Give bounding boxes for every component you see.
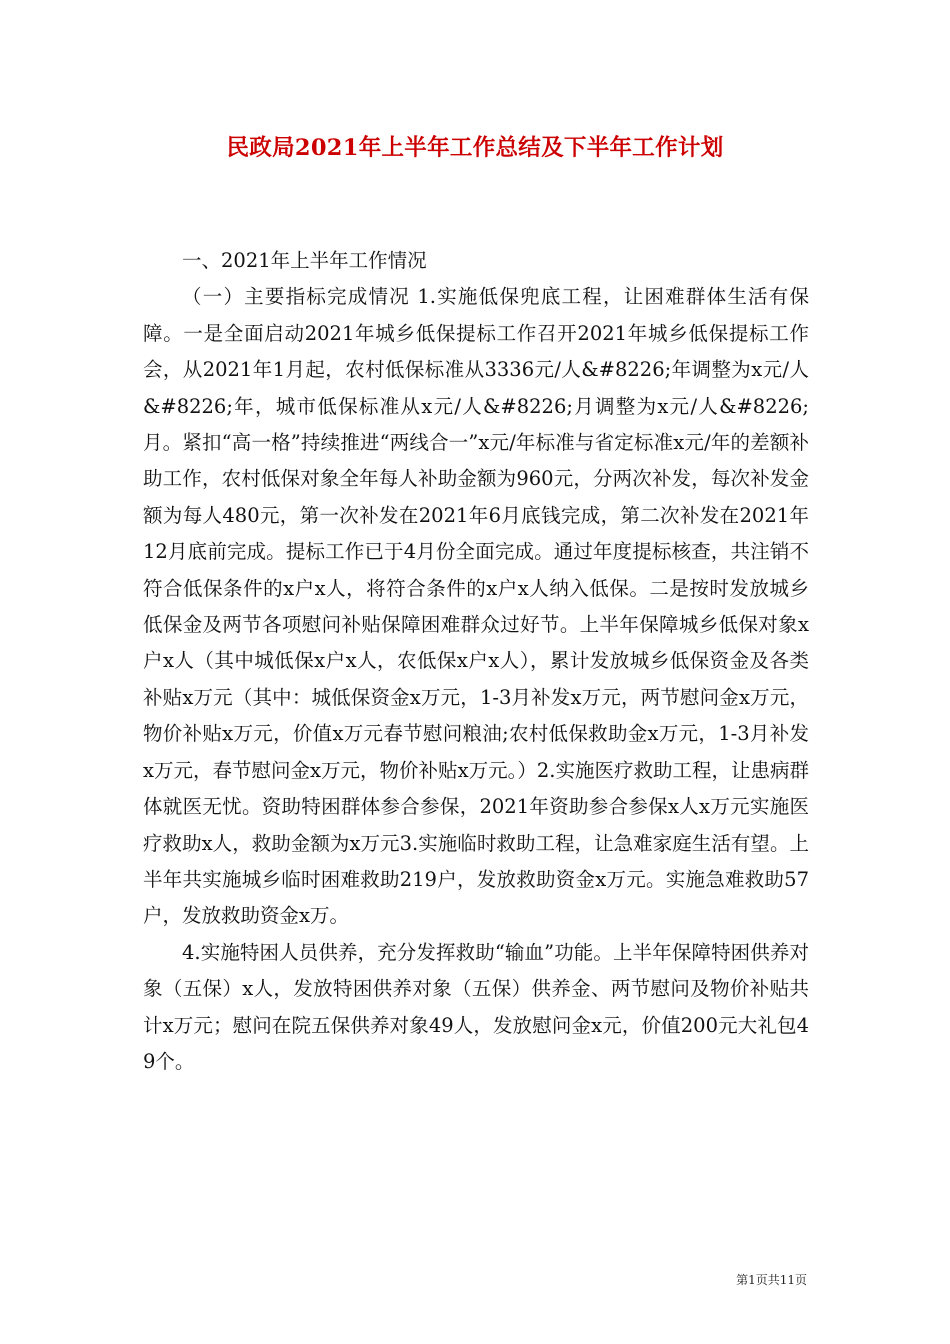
document-title: 民政局2021年上半年工作总结及下半年工作计划: [226, 135, 724, 161]
body-paragraph: 4.实施特困人员供养，充分发挥救助“输血”功能。上半年保障特困供养对象（五保）x人，发放特困供养对象（五保）供养金、两节慰问及物价补贴共计x万元；慰问在院五保供养对象49人，发放慰问金x元，价值200元大礼包49个。: [143, 940, 809, 1073]
page-number: 第1页共11页: [736, 1273, 807, 1287]
document-body: [143, 243, 809, 1080]
section-heading: 一、2021年上半年工作情况: [182, 249, 427, 272]
body-paragraph: （一）主要指标完成情况 1.实施低保兜底工程，让困难群体生活有保障。一是全面启动2021年城乡低保提标工作召开2021年城乡低保提标工作会，从2021年1月起，农村低保标准从3336元/人&#8226;年调整为x元/人&#8226;年，城市低保标准从x元/人&#8226;月调整为x元/人&#8226;月。紧扣“高一格”持续推进“两线合一”x元/年标准与省定标准x元/年的差额补助工作，农村低保对象全年每人补助金额为960元，分两次补发，每次补发金额为每人480元，第一次补发在2021年6月底钱完成，第二次补发在2021年12月底前完成。提标工作已于4月份全面完成。通过年度提标核查，共注销不符合低保条件的x户x人，将符合条件的x户x人纳入低保。二是按时发放城乡低保金及两节各项慰问补贴保障困难群众过好节。上半年保障城乡低保对象x户x人（其中城低保x户x人，农低保x户x人），累计发放城乡低保资金及各类补贴x万元（其中：城低保资金x万元，1-3月补发x万元，两节慰问金x万元，物价补贴x万元，价值x万元春节慰问粮油;农村低保救助金x万元，1-3月补发x万元，春节慰问金x万元，物价补贴x万元。）2.实施医疗救助工程，让患病群体就医无忧。资助特困群体参合参保，2021年资助参合参保x人x万元实施医疗救助x人，救助金额为x万元3.实施临时救助工程，让急难家庭生活有望。上半年共实施城乡临时困难救助219户，发放救助资金x万元。实施急难救助57户，发放救助资金x万。: [143, 285, 809, 928]
